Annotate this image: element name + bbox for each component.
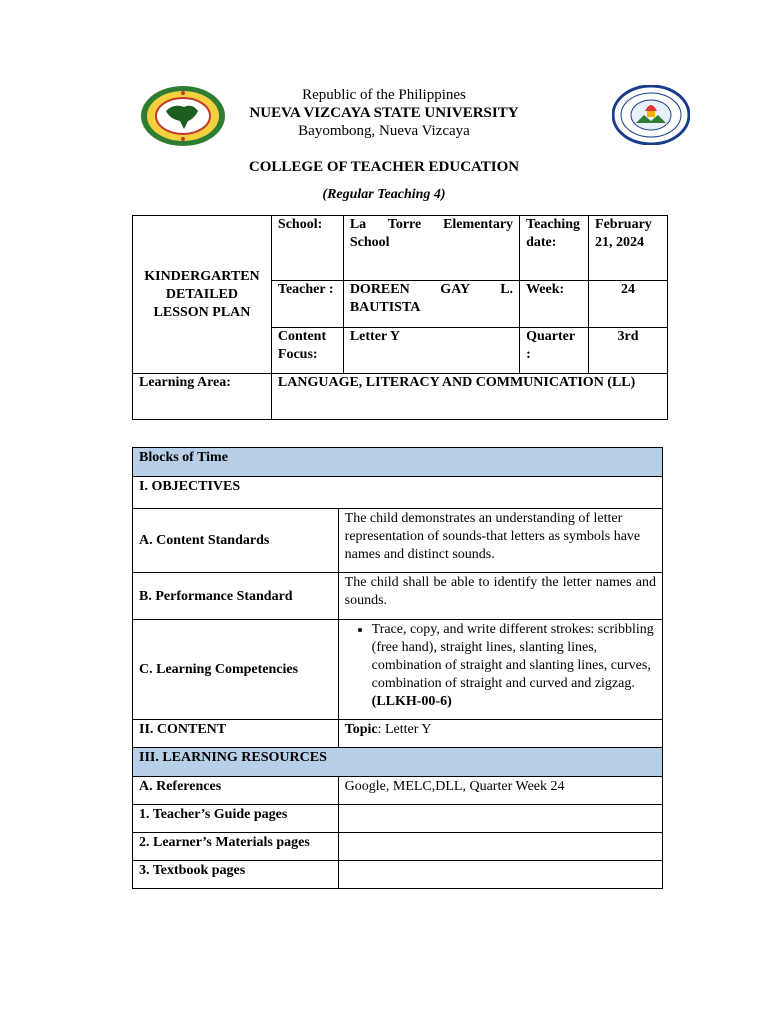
learning-area-value: LANGUAGE, LITERACY AND COMMUNICATION (LL): [271, 374, 667, 420]
performance-standard-label: B. Performance Standard: [133, 573, 339, 620]
content-focus-value: Letter Y: [343, 328, 519, 374]
topic-cell: [338, 720, 662, 748]
content-standards-label: A. Content Standards: [133, 509, 339, 573]
lesson-plan-table: [132, 447, 663, 889]
quarter-label: Quarter :: [520, 328, 589, 374]
performance-standard-value: The child shall be able to identify the letter names and sounds.: [338, 573, 662, 620]
competency-code: (LLKH-00-6): [371, 694, 452, 709]
teacher-label: Teacher :: [271, 281, 343, 328]
teachers-guide-label: 1. Teacher’s Guide pages: [133, 805, 339, 833]
topic-label: Topic: [344, 722, 378, 737]
learning-competencies-cell: [338, 620, 662, 720]
quarter-value: 3rd: [589, 328, 668, 374]
references-label: A. References: [133, 777, 339, 805]
content-focus-label: Content Focus:: [271, 328, 343, 374]
teaching-date-value: February 21, 2024: [589, 216, 668, 281]
school-label: School:: [271, 216, 343, 281]
week-value: 24: [589, 281, 668, 328]
republic-line: Republic of the Philippines: [302, 87, 466, 103]
teaching-date-label: Teaching date:: [520, 216, 589, 281]
competency-item: [372, 621, 656, 711]
college-name: COLLEGE OF TEACHER EDUCATION: [248, 159, 520, 175]
teacher-value: DOREEN GAY L. BAUTISTA: [343, 281, 519, 328]
content-standards-value: The child demonstrates an understanding of letter representation of sounds-that letters as symbols have names and distinct sounds.: [338, 509, 662, 573]
textbook-label: 3. Textbook pages: [133, 861, 339, 889]
university-name: NUEVA VIZCAYA STATE UNIVERSITY: [249, 105, 519, 121]
week-label: Week:: [520, 281, 589, 328]
competencies-list: [345, 621, 656, 711]
objectives-heading: I. OBJECTIVES: [133, 477, 663, 509]
subtitle: (Regular Teaching 4): [322, 187, 446, 202]
learning-resources-heading: III. LEARNING RESOURCES: [133, 748, 663, 777]
school-value: La Torre Elementary School: [343, 216, 519, 281]
learners-materials-label: 2. Learner’s Materials pages: [133, 833, 339, 861]
topic-value: : Letter Y: [377, 722, 432, 737]
competency-text: Trace, copy, and write different strokes: scribbling (free hand), straight lines, slanting lines, combination of straight and slanting lines, curves, combination of straight and curved and zigzag.: [371, 622, 654, 691]
learning-competencies-label: C. Learning Competencies: [133, 620, 339, 720]
lesson-plan-title: KINDERGARTEN DETAILED LESSON PLAN: [133, 216, 272, 374]
university-location: Bayombong, Nueva Vizcaya: [298, 123, 470, 139]
references-value: Google, MELC,DLL, Quarter Week 24: [338, 777, 662, 805]
blocks-of-time-heading: Blocks of Time: [133, 448, 663, 477]
learners-materials-value: [338, 833, 662, 861]
teachers-guide-value: [338, 805, 662, 833]
textbook-value: [338, 861, 662, 889]
content-label: II. CONTENT: [133, 720, 339, 748]
learning-area-label: Learning Area:: [133, 374, 272, 420]
lesson-info-table: [132, 215, 668, 420]
